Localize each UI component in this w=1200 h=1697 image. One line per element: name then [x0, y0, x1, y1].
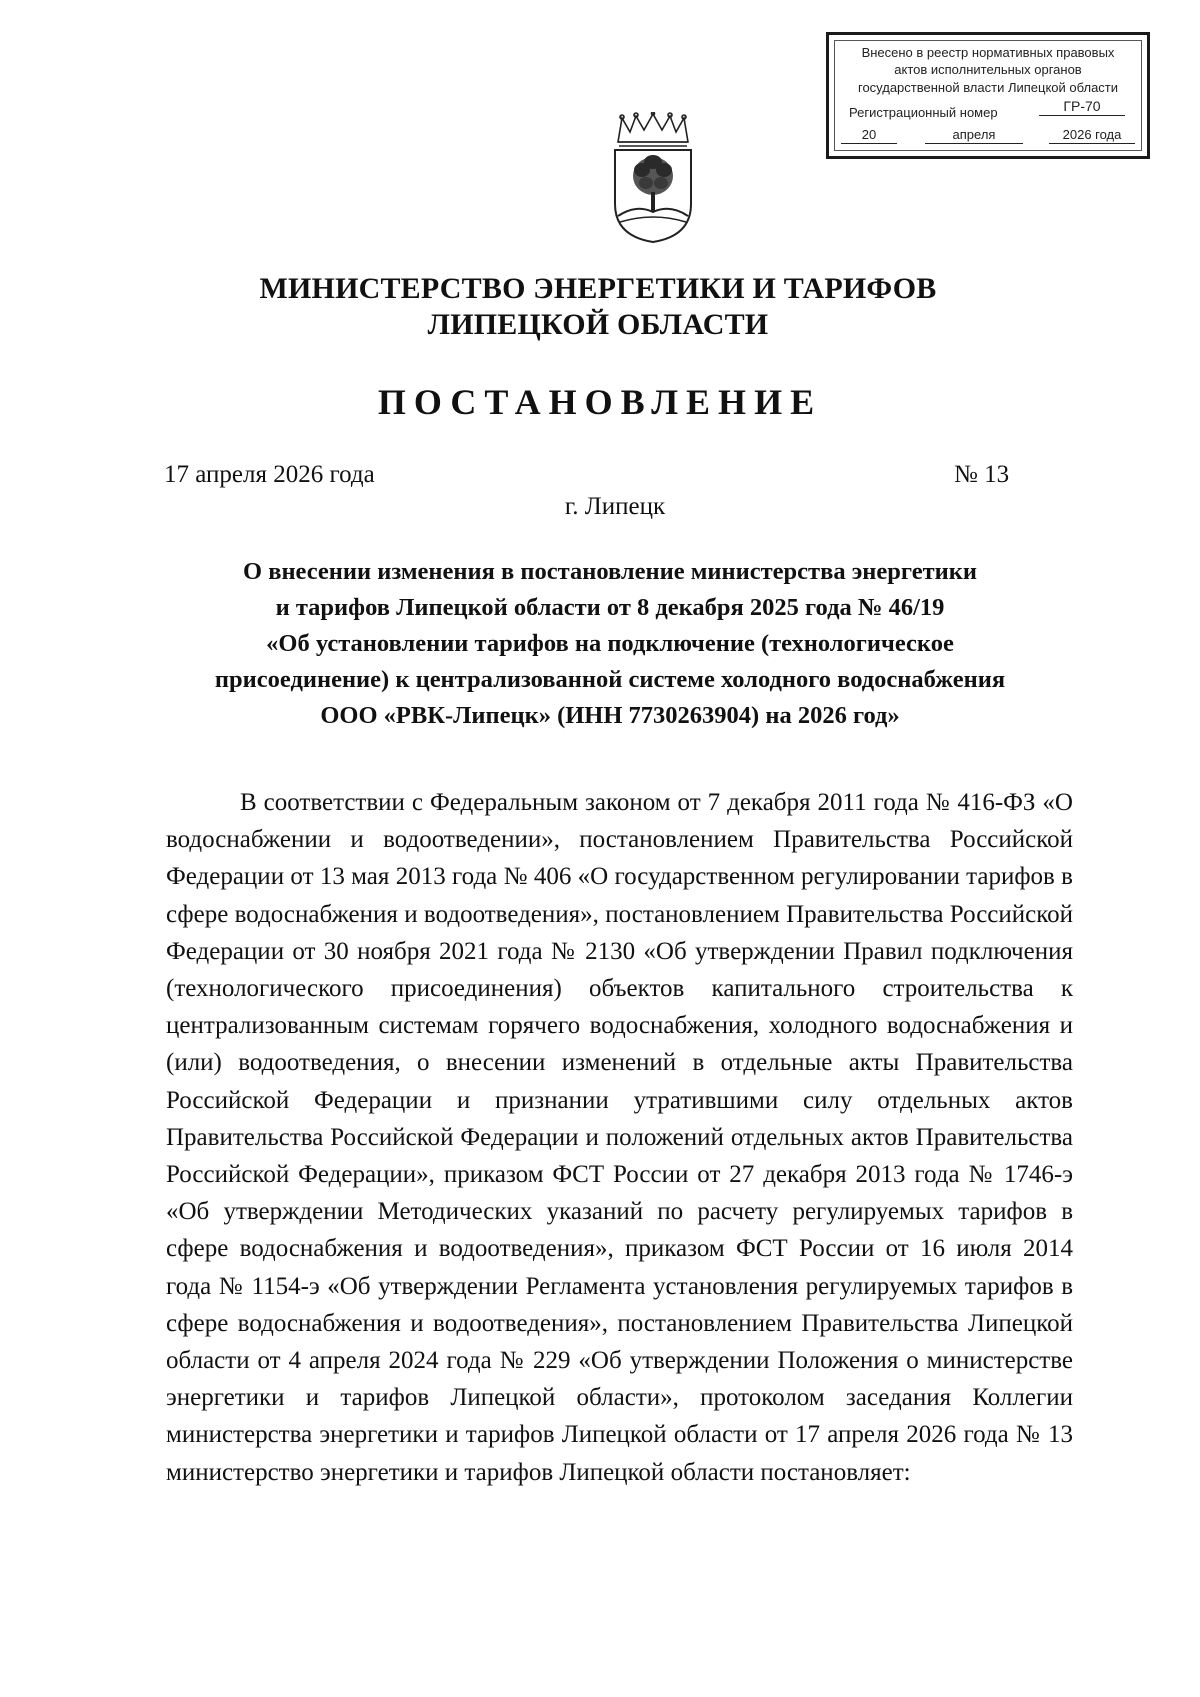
stamp-line-3: государственной власти Липецкой области — [857, 80, 1119, 95]
ministry-name-line-2: ЛИПЕЦКОЙ ОБЛАСТИ — [427, 308, 769, 341]
resolution-title-line: «Об установлении тарифов на подключение (технологическое — [266, 630, 954, 657]
stamp-reg-number: ГР-70 — [1039, 97, 1125, 116]
coat-of-arms-emblem — [612, 112, 694, 244]
stamp-line-1: Внесено в реестр нормативных правовых — [861, 45, 1115, 60]
resolution-title-line: ООО «РВК-Липецк» (ИНН 7730263904) на 2026 год» — [320, 702, 900, 729]
stamp-month: апреля — [925, 127, 1023, 144]
stamp-day: 20 — [841, 127, 897, 144]
stamp-reg-label: Регистрационный номер — [849, 105, 998, 120]
ministry-name-line-1: МИНИСТЕРСТВО ЭНЕРГЕТИКИ И ТАРИФОВ — [259, 272, 937, 305]
registry-stamp — [826, 32, 1150, 159]
document-city: г. Липецк — [564, 493, 666, 520]
resolution-title-line: и тарифов Липецкой области от 8 декабря 2025 года № 46/19 — [275, 594, 945, 621]
stamp-year: 2026 года — [1049, 127, 1135, 144]
body-paragraph: В соответствии с Федеральным законом от 7 декабря 2011 года № 416-ФЗ «О водоснабжении и водоотведении», постановлением Правительства Российской Федерации от 13 мая 2013 года № 406 «О государственном регулировании тарифов в сфере водоснабжения и водоотведения», постановлением Правительства Российской Федерации от 30 ноября 2021 года № 2130 «Об утверждении Правил подключения (технологического присоединения) объектов капитального строительства к централизованным системам горячего водоснабжения, холодного водоснабжения и (или) водоотведения, о внесении изменений в отдельные акты Правительства Российской Федерации и признании утратившими силу отдельных актов Правительства Российской Федерации и положений отдельных актов Правительства Российской Федерации», приказом ФСТ России от 27 декабря 2013 года № 1746-э «Об утверждении Методических указаний по расчету регулируемых тарифов в сфере водоснабжения и водоотведения», приказом ФСТ России от 16 июля 2014 года № 1154-э «Об утверждении Регламента установления регулируемых тарифов в сфере водоснабжения и водоотведения», постановлением Правительства Липецкой области от 4 апреля 2024 года № 229 «Об утверждении Положения о министерстве энергетики и тарифов Липецкой области», протоколом заседания Коллегии министерства энергетики и тарифов Липецкой области от 17 апреля 2026 года № 13 министерство энергетики и тарифов Липецкой области постановляет: — [166, 789, 1073, 1486]
document-type-title: ПОСТАНОВЛЕНИЕ — [377, 382, 823, 422]
document-date: 17 апреля 2026 года — [164, 461, 375, 488]
resolution-title — [150, 554, 1070, 734]
resolution-title-line: присоединение) к централизованной системе холодного водоснабжения — [214, 666, 1006, 693]
resolution-title-line: О внесении изменения в постановление министерства энергетики — [243, 558, 977, 585]
document-number: № 13 — [954, 461, 1010, 488]
stamp-line-2: актов исполнительных органов — [894, 62, 1082, 77]
